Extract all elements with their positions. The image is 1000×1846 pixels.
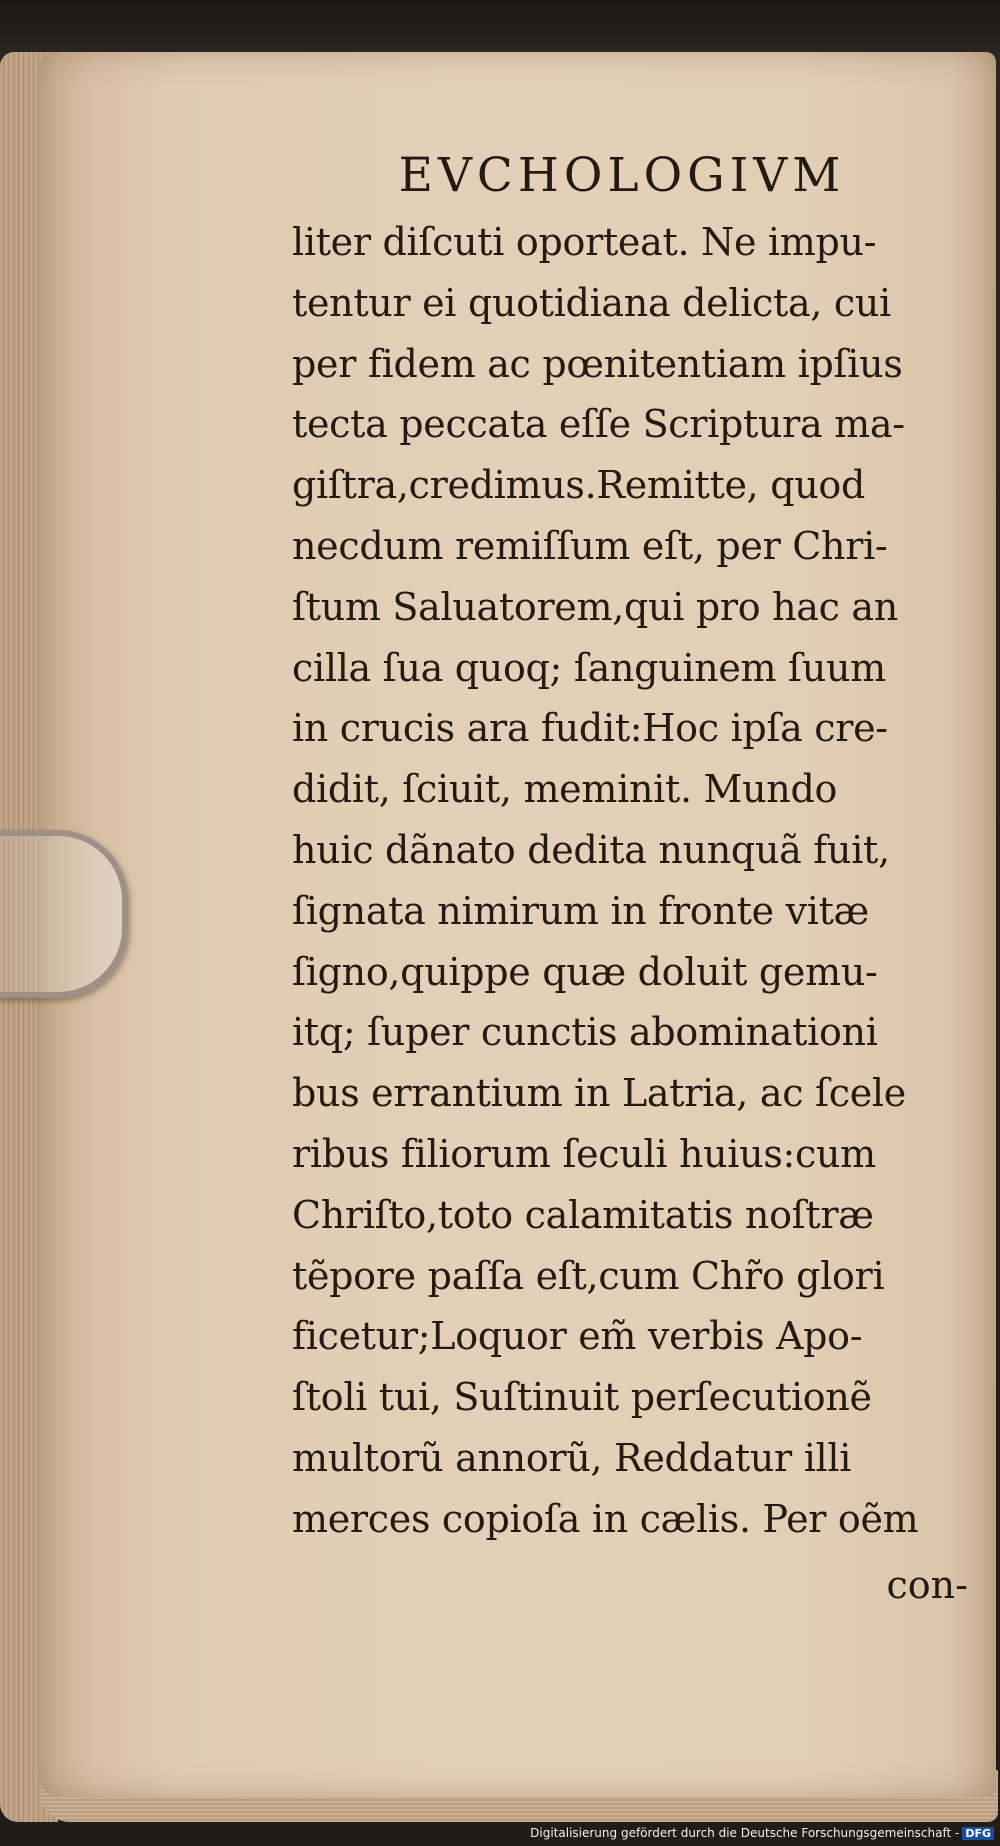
text-line: multorũ annorũ, Reddatur illi: [292, 1435, 852, 1480]
running-head: EVCHOLOGIVM: [398, 148, 846, 203]
text-line: ribus filiorum ſeculi huius:cum: [292, 1131, 876, 1176]
text-line: ſignata nimirum in fronte vitæ: [292, 888, 869, 933]
page-clip-icon: [0, 830, 128, 998]
catchword: con-: [886, 1562, 968, 1607]
text-line: ſigno,quippe quæ doluit gemu-: [292, 949, 878, 994]
text-line: didit, ſciuit, meminit. Mundo: [292, 767, 838, 812]
text-line: Chriſto,toto calamitatis noſtræ: [292, 1192, 874, 1237]
text-line: per fidem ac pœnitentiam ipſius: [292, 341, 903, 386]
text-line: itq; ſuper cunctis abominationi: [292, 1010, 878, 1055]
text-line: ſtum Saluatorem,qui pro hac an: [292, 584, 898, 629]
text-line: merces copioſa in cælis. Per oẽm: [292, 1496, 919, 1541]
text-lines: [292, 212, 972, 1550]
dfg-logo-badge: DFG: [962, 1827, 994, 1840]
text-line: ſtoli tui, Suſtinuit perſecutionẽ: [292, 1375, 872, 1420]
text-line: in crucis ara fudit:Hoc ipſa cre-: [292, 706, 888, 751]
text-line: huic dãnato dedita nunquã fuit,: [292, 827, 890, 872]
text-line: cilla ſua quoq; ſanguinem ſuum: [292, 645, 886, 690]
text-line: ficetur;Loquor em̃ verbis Apo-: [292, 1314, 863, 1359]
text-line: tecta peccata eſſe Scriptura ma-: [292, 402, 905, 447]
credit-text: Digitalisierung gefördert durch die Deutsche Forschungsgemeinschaft -: [530, 1826, 960, 1840]
printed-text-block: [292, 146, 972, 1620]
digitization-credit: [530, 1826, 994, 1840]
text-line: tẽpore paſſa eſt,cum Chr̃o glori: [292, 1253, 885, 1298]
text-line: giſtra,credimus.Remitte, quod: [292, 463, 865, 508]
text-line: liter diſcuti oporteat. Ne impu-: [292, 220, 877, 264]
text-line: bus errantium in Latria, ac ſcele: [292, 1071, 906, 1116]
text-line: necdum remiſſum eſt, per Chri-: [292, 523, 888, 568]
text-line: tentur ei quotidiana delicta, cui: [292, 280, 891, 325]
